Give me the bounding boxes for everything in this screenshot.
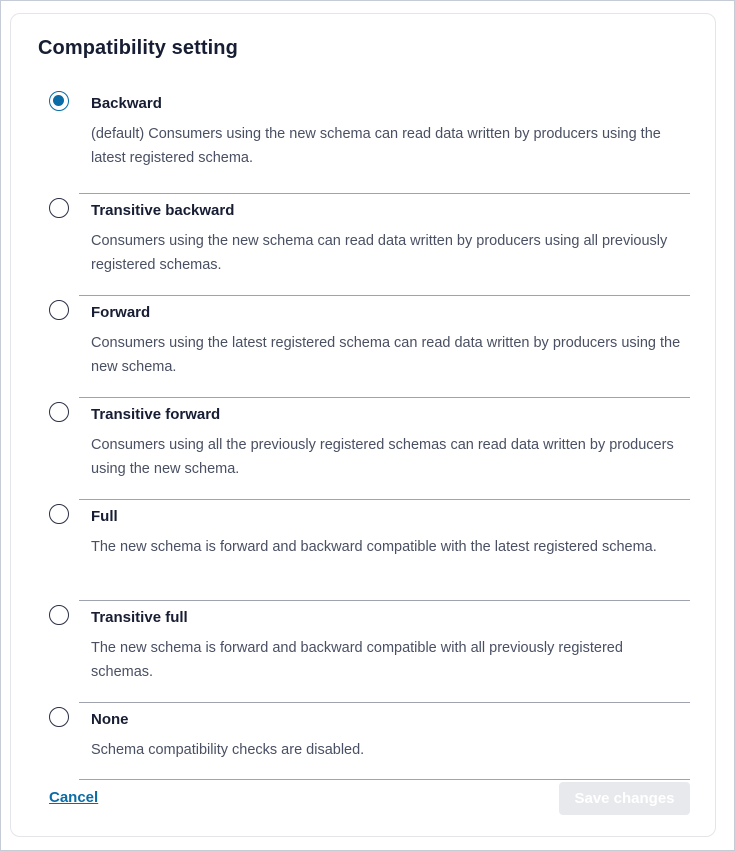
cancel-link[interactable]: Cancel <box>49 789 99 806</box>
option-description: Consumers using the new schema can read data written by producers using all previously registered schemas. <box>91 233 668 273</box>
option-transitive-forward[interactable] <box>79 401 690 500</box>
option-label: Transitive full <box>91 609 188 626</box>
option-description: (default) Consumers using the new schema can read data written by producers using the latest registered schema. <box>91 126 661 166</box>
option-label: Transitive backward <box>91 202 235 219</box>
option-label: None <box>91 711 129 728</box>
panel-title: Compatibility setting <box>38 37 238 59</box>
option-label: Backward <box>91 95 162 112</box>
option-label: Transitive forward <box>91 406 221 423</box>
radio-backward[interactable] <box>49 91 69 111</box>
option-description: The new schema is forward and backward compatible with all previously registered schemas. <box>91 640 623 680</box>
radio-none[interactable] <box>49 707 69 727</box>
radio-transitive-backward[interactable] <box>49 198 69 218</box>
option-transitive-backward[interactable] <box>79 197 690 296</box>
option-description: Consumers using the latest registered schema can read data written by producers using the new schema. <box>91 335 681 375</box>
radio-full[interactable] <box>49 504 69 524</box>
option-label: Forward <box>91 304 151 321</box>
radio-transitive-forward[interactable] <box>49 402 69 422</box>
save-changes-button[interactable]: Save changes <box>559 782 690 815</box>
option-none[interactable] <box>79 706 690 780</box>
panel-footer <box>49 782 690 816</box>
option-full[interactable] <box>79 503 690 601</box>
radio-forward[interactable] <box>49 300 69 320</box>
compatibility-setting-panel <box>10 13 716 837</box>
option-forward[interactable] <box>79 299 690 398</box>
option-description: The new schema is forward and backward compatible with the latest registered schema. <box>91 539 657 555</box>
compatibility-options <box>49 90 690 780</box>
option-transitive-full[interactable] <box>79 604 690 703</box>
option-label: Full <box>91 508 118 525</box>
option-backward[interactable] <box>79 90 690 194</box>
option-description: Consumers using all the previously registered schemas can read data written by producers using the new schema. <box>91 437 674 477</box>
option-description: Schema compatibility checks are disabled. <box>91 742 365 758</box>
radio-transitive-full[interactable] <box>49 605 69 625</box>
